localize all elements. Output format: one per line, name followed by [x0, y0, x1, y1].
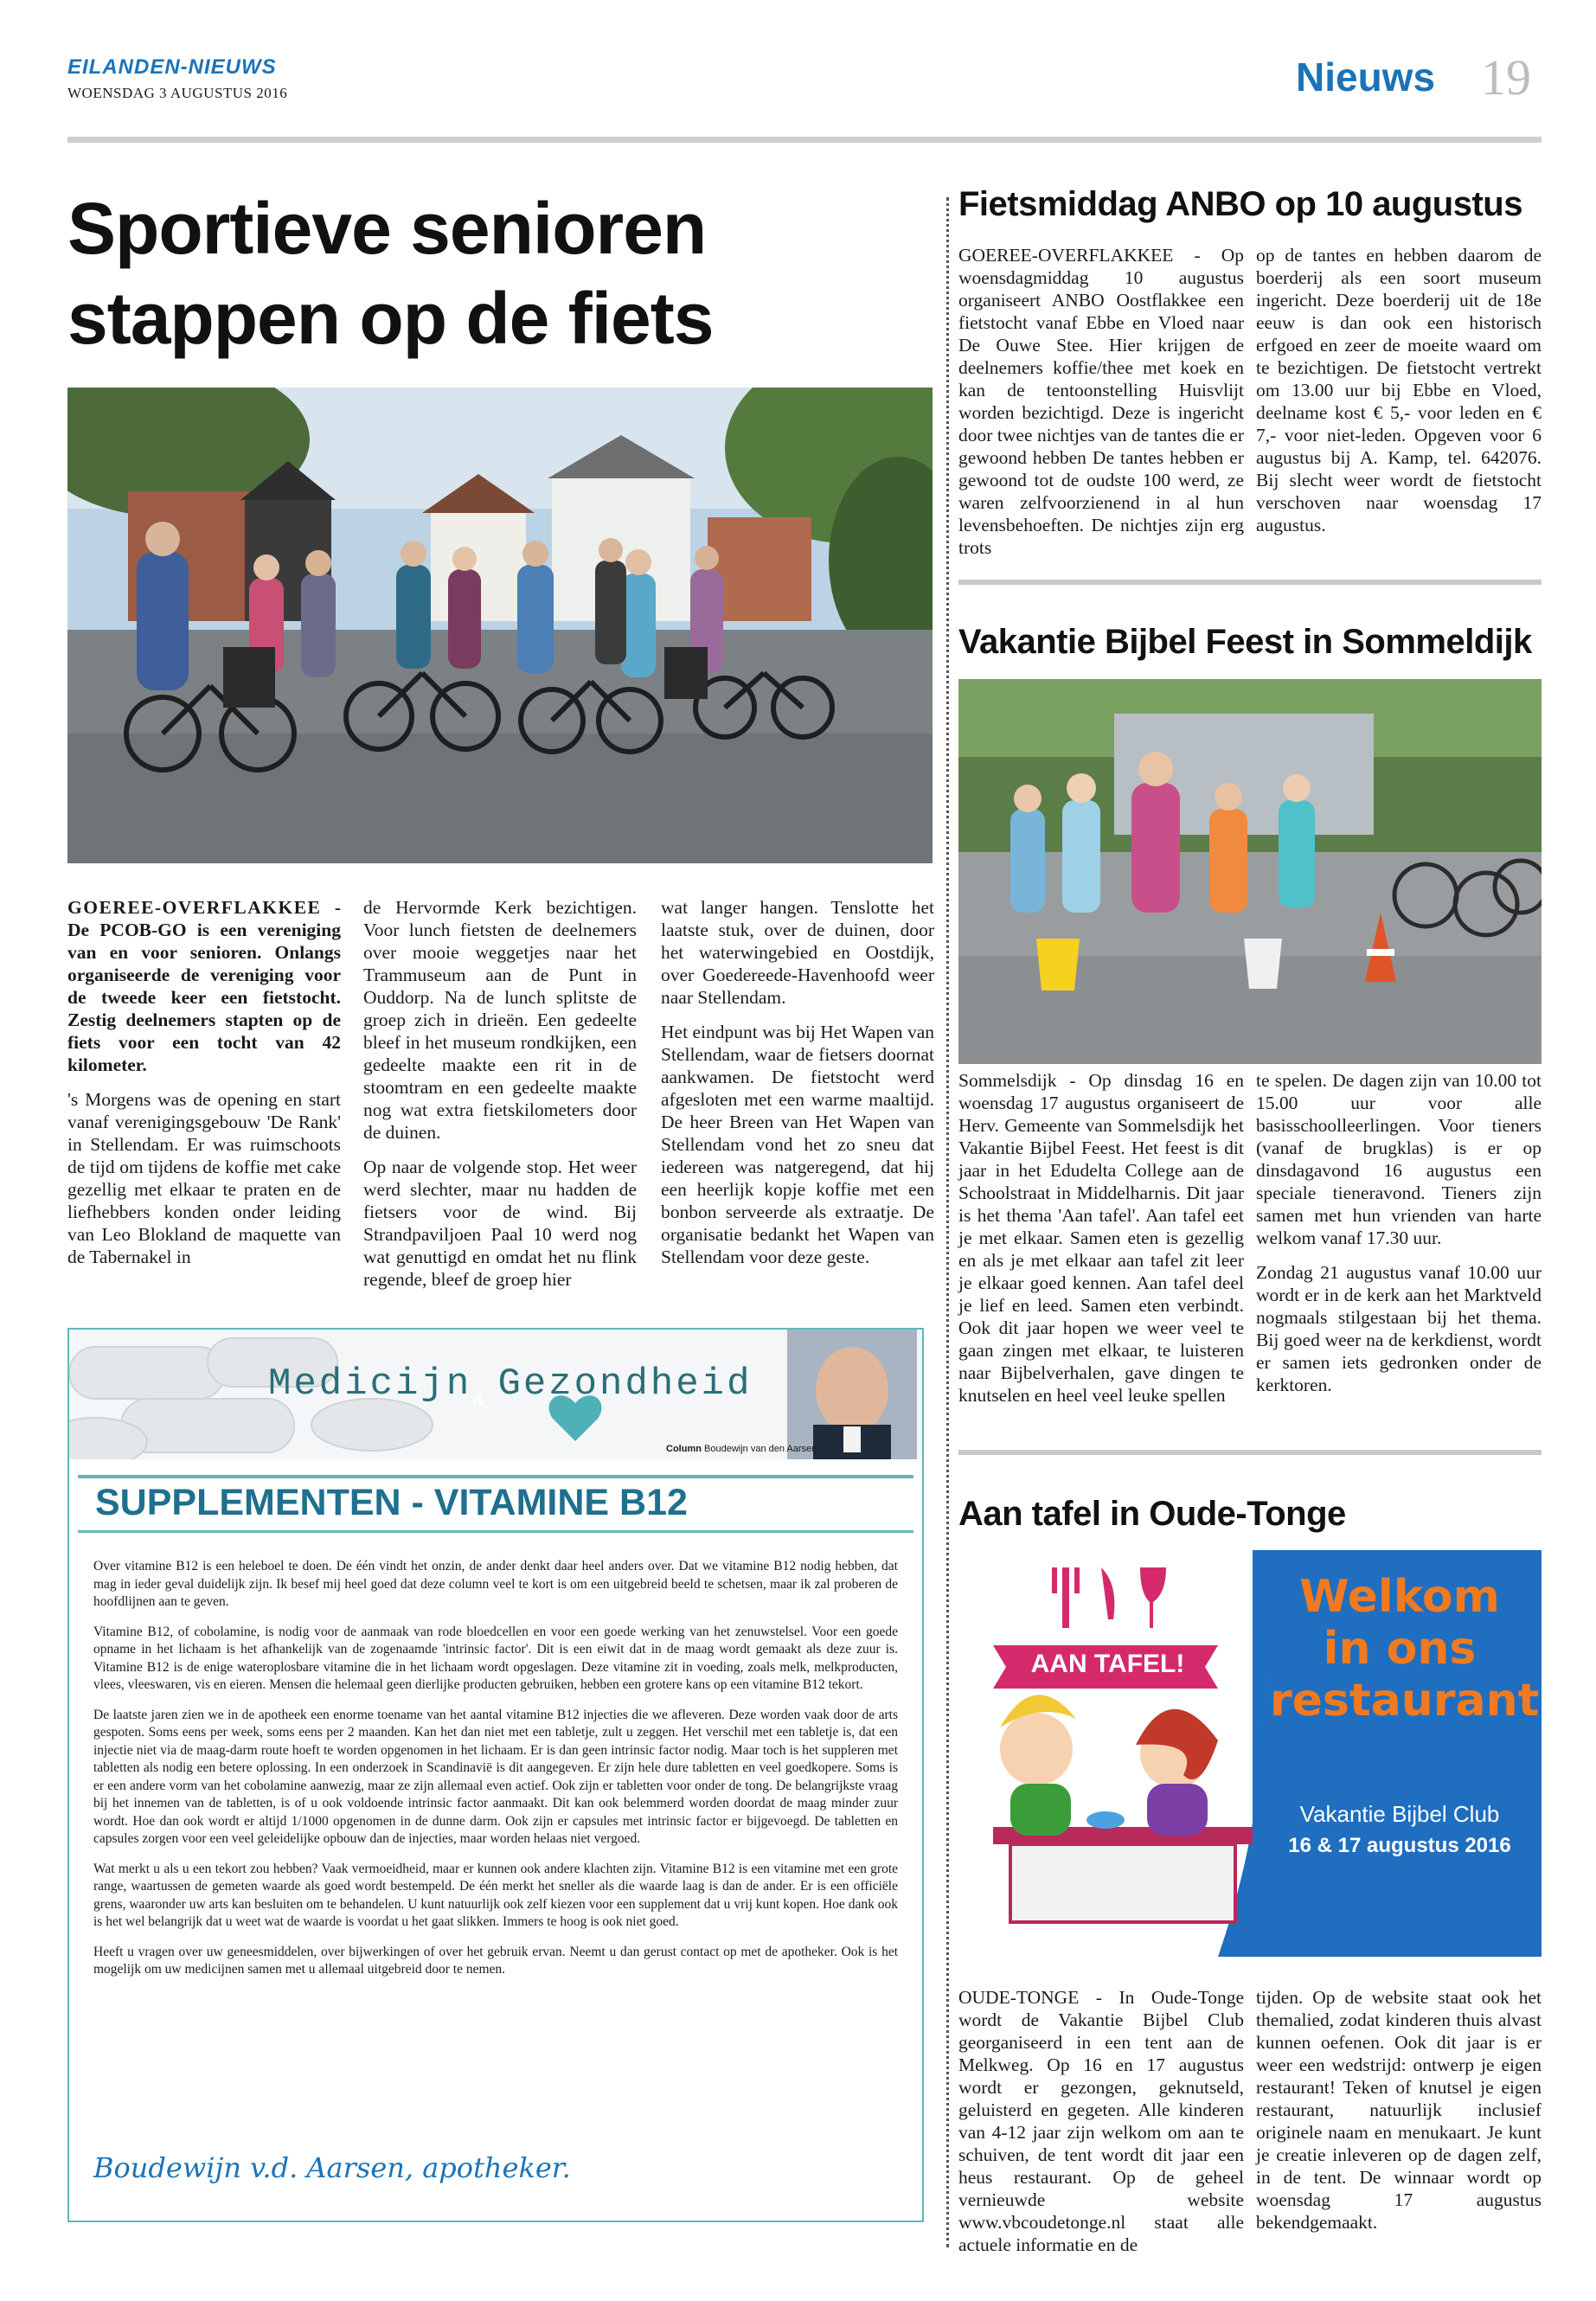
main-article-lead: [67, 896, 341, 1076]
poster-welkom-line1: Welkom: [1299, 1571, 1500, 1623]
tafel-col1: [958, 1986, 1244, 2268]
main-article-paragraph: wat langer hangen. Tenslotte het laatste stuk, over de duinen, door het waterwingebied en Oostdijk, over Goedereede-Havenhoofd weer naar Stellendam.: [661, 897, 934, 1008]
poster-club: Vakantie Bijbel Club: [1299, 1801, 1500, 1827]
column-credit-name: Boudewijn van den Aarsen: [704, 1444, 817, 1454]
main-article-paragraph: de Hervormde Kerk bezichtigen. Voor lunch fietsten de deelnemers over mooie weggetjes naar het Trammuseum aan de Punt in Ouddorp. Na de lunch splitste de groep zich in drieën. Een gedeelte bleef in het museum rondkijken, een gedeelte maakte een rit in de stoomtram en een gedeelte maakte nog wat extra fietskilometers door de duinen.: [363, 897, 637, 1143]
column-paragraph: Wat merkt u als u een tekort zou hebben? Vaak vermoeidheid, maar er kunnen ook andere klachten zijn. Vitamine B12 is een vitamine met een grote range, waartussen de gemeten waarde als goed wordt bestempeld. De één merkt het sneller als die waarde laag is dan de ander. Er is een officiële grens, waaronder uw arts kan besluiten om te behandelen. U kunt natuurlijk ook zelf kiezen voor een supplement dat u vrij kunt kopen. Hoe dank ook is het wel belangrijk dat u weet wat de waarde is voordat u het gaat slikken. Immers te hoog is ook niet goed.: [93, 1861, 898, 1929]
vbf-paragraph: Sommelsdijk - Op dinsdag 16 en woensdag 17 augustus organiseert de Herv. Gemeente van Sommelsdijk het Vakantie Bijbel Feest. Het feest is dit jaar in het Edudelta College aan de Schoolstraat in Middelharnis. Dit jaar is het thema 'Aan tafel'. Aan tafel eet je met elkaar. Samen eten is gezellig en als je met elkaar aan tafel zit leer je elkaar goed kennen. Aan tafel deel je lief en leed. Samen eten verbindt. Ook dit jaar hopen we weer veel te gaan zingen met elkaar, te luisteren naar Bijbelverhalen, gave dingen te knutselen en heel veel leuke spellen: [958, 1070, 1244, 1406]
banner-word-left: Medicijn: [268, 1362, 472, 1406]
panel-divider: [78, 1475, 913, 1478]
newspaper-logo: EILANDEN-NIEUWS: [67, 55, 277, 79]
main-headline: [67, 183, 713, 363]
poster-ribbon-text: AAN TAFEL!: [1030, 1650, 1185, 1678]
column-body: [93, 1558, 898, 1991]
main-article-kicker: GOEREE-OVERFLAKKEE: [67, 897, 322, 918]
column-signature: Boudewijn v.d. Aarsen, apotheker.: [93, 2151, 571, 2184]
anbo-headline: Fietsmiddag ANBO op 10 augustus: [958, 185, 1522, 223]
main-article-lead-text: - De PCOB-GO is een vereniging van en voor senioren. Onlangs organiseerde de vereniging voor de tweede keer een fietstocht. Zestig deelnemers stapten op de fiets voor een tocht van 42 kilometer.: [67, 897, 341, 1075]
vbf-col2: [1256, 1069, 1542, 1408]
main-article-col1: [67, 896, 341, 1280]
column-paragraph: Vitamine B12, of cobolamine, is nodig voor de aanmaak van rode bloedcellen en voor een goede werking van het zenuwstelsel. Voor een goede opname in het lichaam is het afhankelijk van de zogenaamde 'intrinsic factor'. Dit is een eiwit dat in de maag wordt gemaakt als deze zuur is. Vitamine B12 is de enige wateroplosbare vitamine die in het lichaam wordt opgeslagen. Deze vitamine zit in voeding, zoals melk, melkproducten, vlees, vleeswaren, vis en eieren. Mensen die helemaal geen dierlijke producten gebruiken, hebben een grotere kans op een vitamine B12 tekort.: [93, 1624, 898, 1692]
main-article-paragraph: Op naar de volgende stop. Het weer werd slechter, maar nu hadden de fietsers voor de wind. Bij Strandpaviljoen Paal 10 werd nog wat genuttigd en omdat het nu flink regende, bleef de groep hier: [363, 1157, 637, 1290]
main-headline-line1: Sportieve senioren: [67, 188, 707, 269]
main-article-paragraph: Het eindpunt was bij Het Wapen van Stellendam, waar de fietsers doornat aankwamen. De fietstocht werd afgesloten met een warme maaltijd. De heer Breen van Het Wapen van Stellendam vond het zo sneu dat iedereen was natgeregend, dat hij een heerlijk kopje koffie met een bonbon serveerde als extraatje. De organisatie bedankt het Wapen van Stellendam voor deze geste.: [661, 1022, 934, 1267]
poster-welkom: [1270, 1571, 1540, 1727]
section-divider: [958, 1450, 1542, 1455]
tafel-headline: Aan tafel in Oude-Tonge: [958, 1495, 1346, 1533]
top-divider: [67, 137, 1542, 143]
issue-date: WOENSDAG 3 AUGUSTUS 2016: [67, 85, 288, 101]
anbo-paragraph: op de tantes en hebben daarom de boerderij als een soort museum ingericht. Deze boerderij uit de 18e eeuw is dan ook een historisch erfgoed en zeer de moeite waard om te bezichtigen. De fietstocht vertrekt om 13.00 uur bij Ebbe en Vloed, deelname kost € 5,- voor leden en € 7,- voor niet-leden. Opgeven voor 6 augustus bij A. Kamp, tel. 642076. Bij slecht weer wordt de fietstocht verschoven naar woensdag 17 augustus.: [1256, 245, 1542, 535]
poster-welkom-line3: restaurant: [1270, 1675, 1540, 1727]
column-banner: [69, 1330, 922, 1459]
poster-welkom-line2: in ons: [1323, 1623, 1477, 1675]
banner-ampersand: &: [473, 1390, 488, 1412]
column-paragraph: Heeft u vragen over uw geneesmiddelen, over bijwerkingen of over het gebruik ervan. Neemt u dan gerust contact op met de apotheker. Ook is het mogelijk om uw medicijnen samen met u allemaal uitgebreid door te nemen.: [93, 1944, 898, 1977]
column-credit-label: Column: [666, 1444, 702, 1454]
main-article-paragraph: 's Morgens was de opening en start vanaf verenigingsgebouw 'De Rank' in Stellendam. Er was ruimschoots de tijd om tijdens de koffie met cake gezellig met elkaar te praten en de liefhebbers konden onder leiding van Leo Blokland de maquette van de Tabernakel in: [67, 1089, 341, 1267]
anbo-col1: [958, 244, 1244, 571]
column-paragraph: Over vitamine B12 is een heleboel te doen. De één vindt het onzin, de ander denkt daar heel anders over. Dat we vitamine B12 nodig hebben, dat mag in ieder geval duidelijk zijn. Ik besef mij heel goed dat deze column veel te kort is om een uitgebreid beeld te schetsen, maar ik zal proberen de hoofdlijnen aan te geven.: [93, 1559, 898, 1609]
vbf-headline: Vakantie Bijbel Feest in Sommeldijk: [958, 623, 1532, 661]
vbf-paragraph: Zondag 21 augustus vanaf 10.00 uur wordt er in de kerk aan het Marktveld nogmaals stilgestaan bij het thema. Bij goed weer na de kerkdienst, wordt er samen iets gedronken onder de kerktoren.: [1256, 1262, 1542, 1395]
anbo-col2: [1256, 244, 1542, 548]
aan-tafel-poster: [958, 1550, 1542, 1957]
children-photo-illustration: [958, 679, 1542, 1064]
tafel-col2: [1256, 1986, 1542, 2246]
tafel-paragraph: tijden. Op de website staat ook het themalied, zodat kinderen thuis alvast kunnen oefenen. Ook dit jaar is er weer een wedstrijd: ontwerp je eigen restaurant! Teken of knutsel je eigen restaurant, natuurlijk inclusief originele naam en menukaart. Je kunt je creatie inleveren op de dagen zelf, in de tent. De winnaar wordt op woensdag 17 augustus bekendgemaakt.: [1256, 1987, 1542, 2233]
children-photo: [958, 679, 1542, 1064]
column-banner-title: [268, 1362, 753, 1412]
cyclists-photo: [67, 388, 933, 863]
panel-divider: [78, 1530, 913, 1533]
page-number: 19: [1481, 49, 1531, 106]
tafel-paragraph: OUDE-TONGE - In Oude-Tonge wordt de Vakantie Bijbel Club georganiseerd in een tent aan de Melkweg. Op 16 en 17 augustus wordt er gezongen, geknutseld, geluisterd en gegeten. Alle kinderen van 4-12 jaar zijn welkom om aan te schuiven, de tent wordt dit jaar een heus restaurant. Op de geheel vernieuwde website www.vbcoudetonge.nl staat alle actuele informatie en de: [958, 1987, 1244, 2255]
section-title: Nieuws: [1296, 54, 1436, 99]
cyclists-photo-illustration: [67, 388, 933, 863]
main-headline-line2: stappen op de fiets: [67, 278, 714, 359]
column-paragraph: De laatste jaren zien we in de apotheek een enorme toename van het aantal vitamine B12 injecties die we afleveren. Deze worden vaak door de arts gespoten. Soms eens per week, soms eens per 2 maanden. Kan het dan niet met een tabletje, zult u zeggen. Het verschil met een tabletje is, dat een injectie niet via de maag-darm route hoeft te worden opgenomen in het lichaam. Er is dan geen intrinsic factor nodig. Maar toch is het suppleren met tabletten als nodig een betere oplossing. In een onderzoek in Scandinavië is dit aangegeven. Er zijn hele dure tabletten en veel goedkopere. Soms is er een andere vorm van het cobolamine aanwezig, maar ze zijn allemaal even actief. Ook zijn er tabletten voor onder de tong. De belangrijkste vraag bij het innemen van de tabletten, is of u ook voldoende intrinsic factor aanmaakt. Dit kan ook belemmerd worden doordat de maag minder zuur wordt. Hoe dan ook wordt er altijd 1/1000 opgenomen in de dunne darm. Ook zijn er capsules met intrinsic factor er bijgevoegd. De tabletten en capsules zorgen voor een veel geleidelijke opbouw dan de injecties, maar worden helaas niet vergoed.: [93, 1707, 898, 1846]
main-article-col2: [363, 896, 637, 1303]
poster-dates: 16 & 17 augustus 2016: [1288, 1834, 1511, 1857]
column-divider: [946, 197, 949, 2247]
anbo-paragraph: GOEREE-OVERFLAKKEE - Op woensdagmiddag 10 augustus organiseert ANBO Oostflakkee een fietstocht vanaf Ebbe en Vloed naar De Ouwe Stee. Hier krijgen de deelnemers koffie/thee met koek en kan de tentoonstelling Huisvlijt worden bezichtigd. Deze is ingericht door twee nichtjes van de tantes die er gewoond hebben De tantes hebben er gewoond tot de oudste 100 werd, ze waren zelfvoorzienend in al hun levensbehoeften. De nichtjes zijn erg trots: [958, 245, 1244, 558]
vbf-paragraph: te spelen. De dagen zijn van 10.00 tot 15.00 uur voor alle basisschoolleerlingen. Voor tieners (vanaf de brugklas) is er op dinsdagavond 16 augustus een speciale tieneravond. Tieners zijn samen met hun vrienden van harte welkom vanaf 17.30 uur.: [1256, 1070, 1542, 1248]
vbf-col1: [958, 1069, 1244, 1419]
health-column-panel: [67, 1328, 924, 2222]
main-article-col3: [661, 896, 934, 1280]
section-divider: [958, 580, 1542, 585]
banner-word-right: Gezondheid: [497, 1362, 753, 1406]
column-title: SUPPLEMENTEN - VITAMINE B12: [95, 1482, 688, 1523]
column-credit: [666, 1444, 817, 1454]
